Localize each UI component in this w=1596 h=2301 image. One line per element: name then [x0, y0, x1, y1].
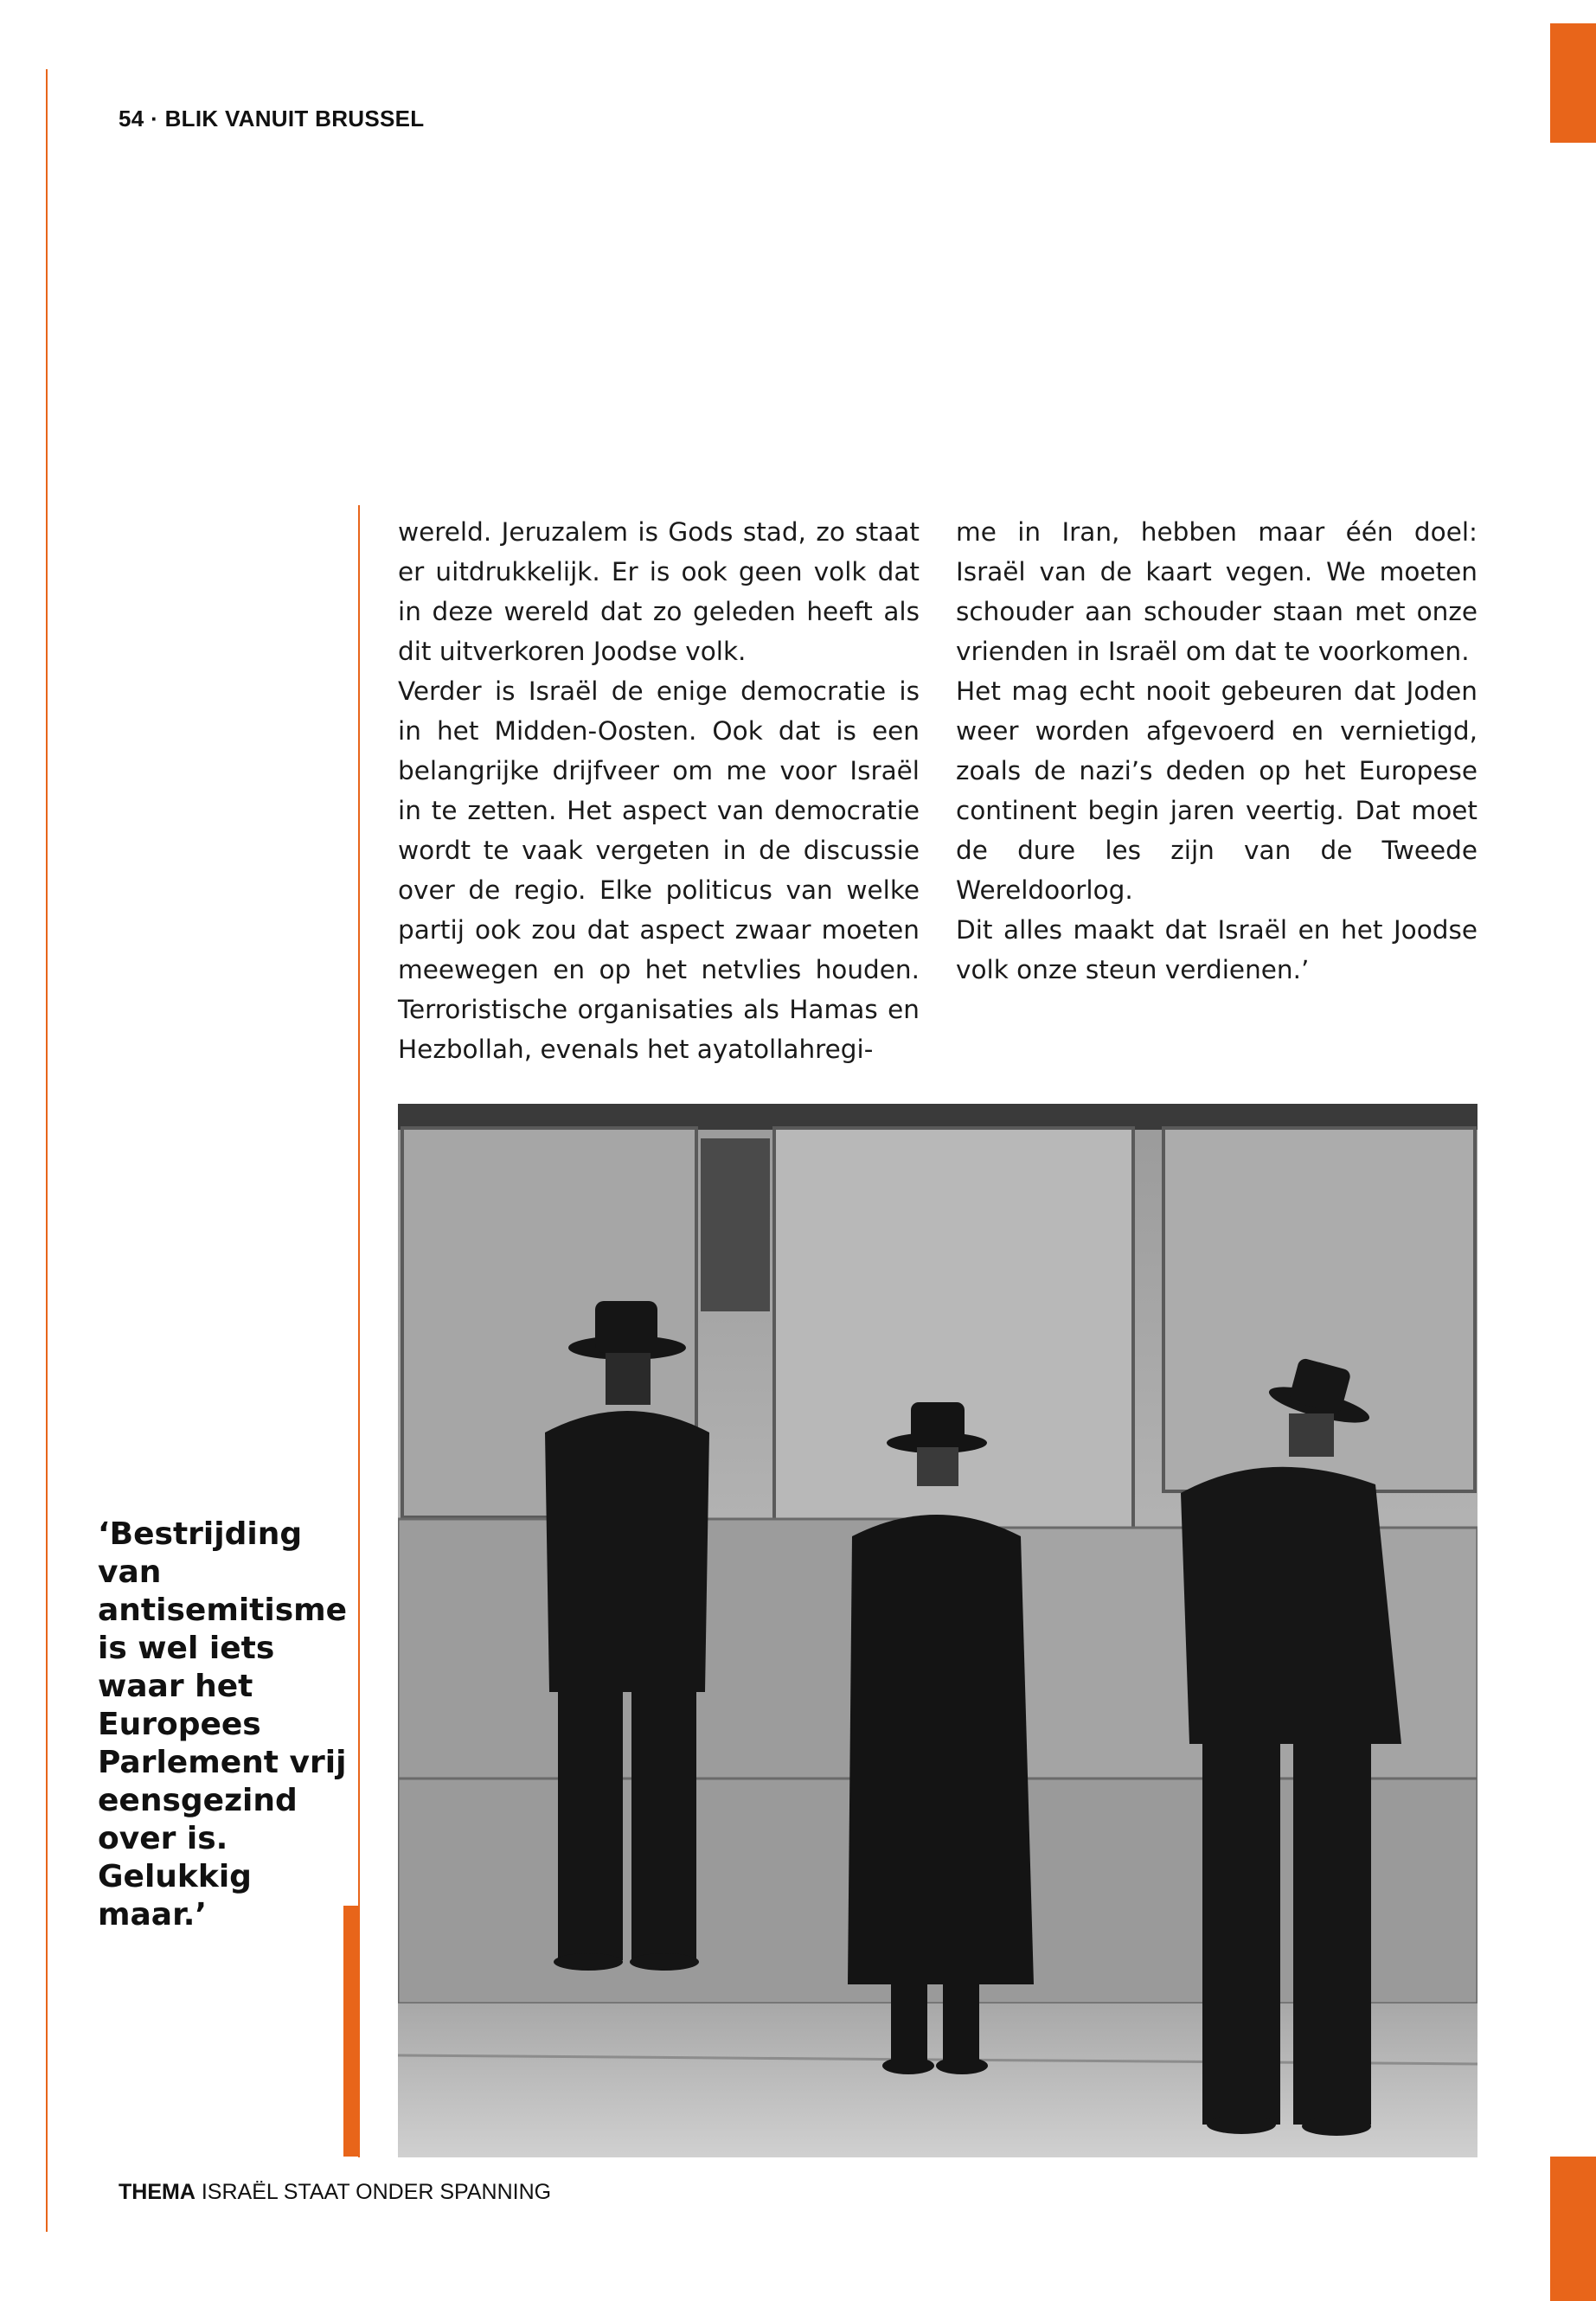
pull-quote: ‘Bestrijding van antisemitisme is wel iets waar het Europees Parlement vrij eensgezind over is. Gelukkig maar.’: [98, 1516, 348, 1932]
running-header: [119, 106, 424, 132]
top-edge-tab: [1550, 23, 1596, 143]
paragraph: Verder is Israël de enige democratie is in het Midden-Oosten. Ook dat is een belangrijke drijfveer om me voor Israël in te zetten. Het aspect van democratie wordt te vaak vergeten in de discussie over de regio. Elke politicus van welke partij ook zou dat aspect zwaar moeten meewegen en op het netvlies houden. Terroristische organisaties als Hamas en Hezbollah, evenals het ayatollahregi-: [398, 676, 920, 1064]
header-section: BLIK VANUIT BRUSSEL: [164, 106, 425, 131]
photo-illustration: [398, 1104, 1477, 2157]
photo-western-wall: [398, 1104, 1477, 2157]
text-column-right: [956, 512, 1477, 990]
header-separator: ·: [151, 106, 159, 131]
paragraph: Dit alles maakt dat Israël en het Joodse volk onze steun verdienen.’: [956, 915, 1477, 984]
text-column-left: [398, 512, 920, 1069]
footer-theme-label: THEMA: [119, 2180, 195, 2204]
paragraph: wereld. Jeruzalem is Gods stad, zo staat er uitdrukkelijk. Er is ook geen volk dat in deze wereld dat zo geleden heeft als dit uitverkoren Joodse volk.: [398, 517, 920, 666]
page-number: 54: [119, 106, 144, 131]
column-rule-accent: [343, 1906, 360, 2157]
running-footer: [119, 2180, 551, 2205]
bottom-edge-tab: [1550, 2157, 1596, 2301]
footer-theme-title: ISRAËL STAAT ONDER SPANNING: [201, 2180, 552, 2204]
left-margin-rule: [46, 69, 48, 2232]
paragraph: Het mag echt nooit gebeuren dat Joden weer worden afgevoerd en vernietigd, zoals de nazi’s deden op het Europese continent begin jaren veertig. Dat moet de dure les zijn van de Tweede Wereldoorlog.: [956, 676, 1477, 905]
paragraph: me in Iran, hebben maar één doel: Israël van de kaart vegen. We moeten schouder aan schouder staan met onze vrienden in Israël om dat te voorkomen.: [956, 517, 1477, 666]
